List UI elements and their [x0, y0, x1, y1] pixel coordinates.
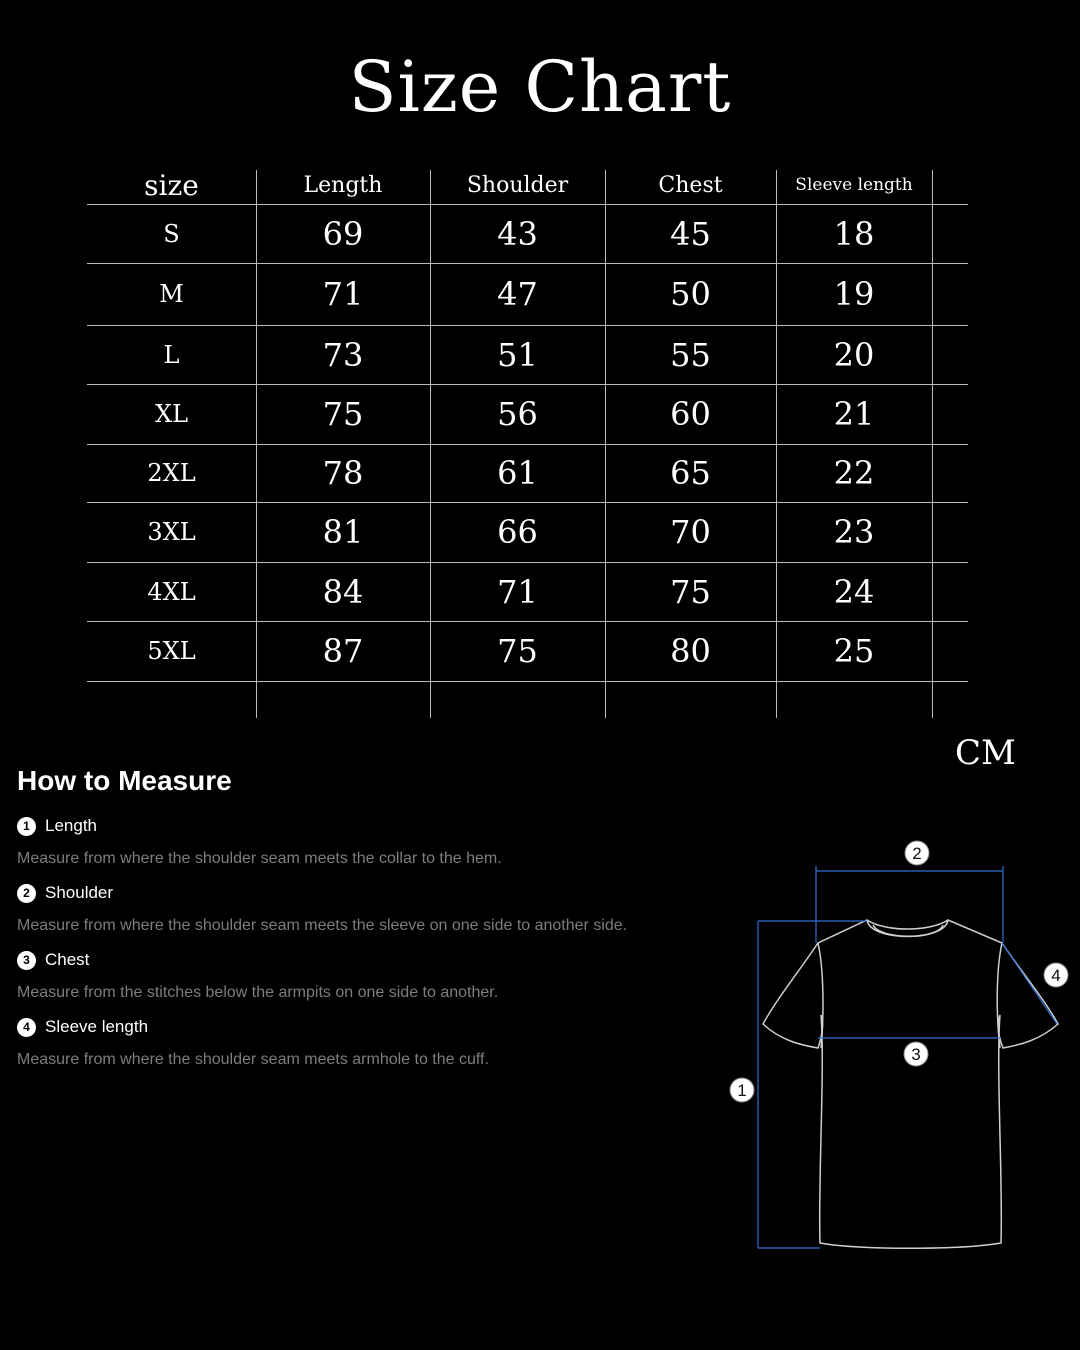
value-cell: 87	[322, 632, 364, 670]
step-label: Chest	[45, 950, 90, 969]
value-cell: 75	[322, 395, 364, 433]
svg-text:2: 2	[912, 844, 922, 863]
header-shoulder: Shoulder	[466, 172, 569, 198]
value-cell: 43	[497, 214, 538, 253]
size-cell: 2XL	[147, 459, 196, 487]
step-label: Sleeve length	[45, 1017, 149, 1036]
value-cell: 70	[670, 513, 711, 551]
value-cell: 56	[497, 395, 538, 433]
size-cell: M	[159, 280, 184, 308]
size-table	[87, 170, 968, 718]
value-cell: 80	[670, 632, 711, 670]
value-cell: 61	[497, 454, 538, 492]
header-size: size	[144, 168, 199, 202]
value-cell: 47	[497, 275, 538, 313]
value-cell: 66	[497, 513, 538, 551]
size-cell: L	[163, 340, 180, 369]
value-cell: 22	[833, 454, 875, 492]
marker-3-icon	[904, 1042, 928, 1066]
header-chest: Chest	[658, 172, 723, 198]
how-to-measure-title: How to Measure	[17, 765, 232, 796]
value-cell: 84	[322, 572, 364, 611]
marker-1-icon	[730, 1078, 754, 1102]
table-column-divider	[932, 170, 933, 718]
size-cell: S	[163, 219, 180, 248]
value-cell: 71	[322, 275, 364, 313]
step-label: Shoulder	[45, 883, 114, 902]
size-cell: 4XL	[147, 577, 196, 606]
step-description: Measure from where the shoulder seam meets the collar to the hem.	[17, 850, 502, 867]
step-sleeve-length	[17, 1017, 148, 1037]
svg-text:4: 4	[1051, 966, 1061, 985]
value-cell: 65	[670, 454, 711, 492]
header-length: Length	[303, 172, 383, 198]
value-cell: 23	[833, 513, 875, 551]
value-cell: 51	[497, 335, 538, 374]
value-cell: 75	[670, 572, 711, 611]
step-length	[17, 816, 97, 836]
value-cell: 20	[833, 335, 875, 374]
marker-2-icon	[905, 841, 929, 865]
svg-text:3: 3	[911, 1045, 921, 1064]
value-cell: 18	[833, 214, 875, 253]
value-cell: 25	[833, 632, 875, 670]
value-cell: 78	[322, 454, 364, 492]
value-cell: 81	[322, 513, 364, 551]
size-cell: 3XL	[147, 518, 196, 546]
value-cell: 50	[670, 275, 711, 313]
tshirt-diagram	[720, 830, 1070, 1260]
value-cell: 71	[497, 572, 538, 611]
step-description: Measure from the stitches below the armpits on one side to another.	[17, 984, 499, 1001]
tshirt-outline-icon	[763, 920, 1061, 1248]
size-cell: 5XL	[147, 637, 196, 665]
value-cell: 21	[833, 395, 875, 433]
value-cell: 69	[322, 214, 364, 253]
marker-4-icon	[1044, 963, 1068, 987]
value-cell: 73	[322, 335, 364, 374]
value-cell: 55	[670, 335, 711, 374]
number-1-icon: 1	[17, 817, 36, 836]
step-description: Measure from where the shoulder seam meets armhole to the cuff.	[17, 1051, 489, 1068]
step-shoulder	[17, 883, 113, 903]
header-sleeve-length: Sleeve length	[795, 175, 913, 195]
size-cell: XL	[154, 400, 189, 428]
page-title: Size Chart	[348, 46, 732, 128]
unit-label: CM	[955, 733, 1016, 773]
value-cell: 19	[833, 275, 875, 313]
number-3-icon: 3	[17, 951, 36, 970]
number-2-icon: 2	[17, 884, 36, 903]
number-4-icon: 4	[17, 1018, 36, 1037]
value-cell: 24	[833, 572, 875, 611]
value-cell: 45	[670, 214, 711, 253]
step-label: Length	[45, 816, 97, 835]
svg-text:1: 1	[737, 1081, 747, 1100]
value-cell: 75	[497, 632, 538, 670]
table-row-divider	[87, 681, 968, 682]
value-cell: 60	[670, 395, 711, 433]
step-chest	[17, 950, 89, 970]
step-description: Measure from where the shoulder seam meets the sleeve on one side to another side.	[17, 917, 628, 934]
